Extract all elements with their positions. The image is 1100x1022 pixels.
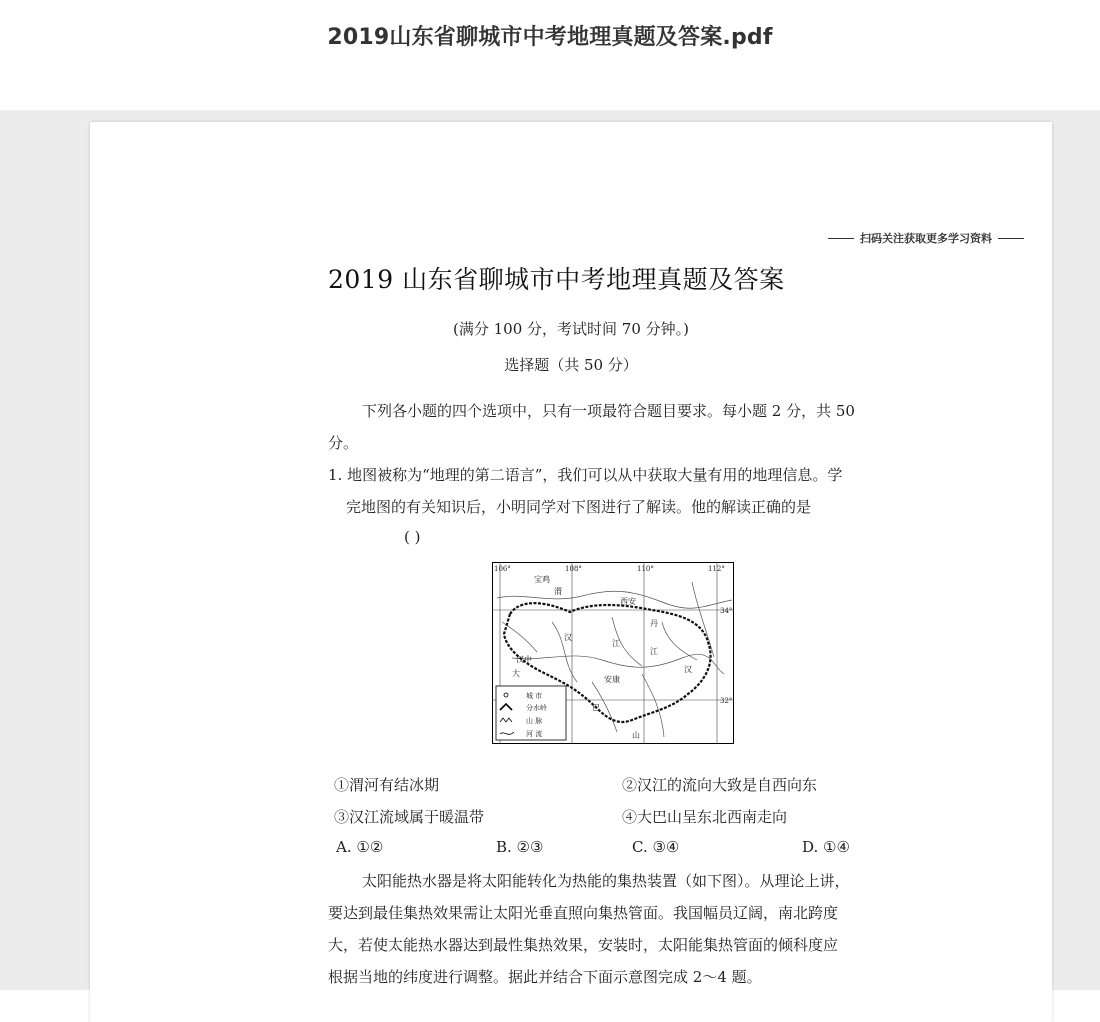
statement-3: ③汉江流域属于暖温带: [334, 808, 485, 826]
hanjiang-basin-map: [492, 562, 734, 744]
label-hanzhong: 汉中: [516, 655, 532, 664]
label-han: 汉: [564, 633, 572, 642]
question-1-line-2: 完地图的有关知识后，小明同学对下图进行了解读。他的解读正确的是: [346, 498, 812, 516]
paragraph-2-line-1: 太阳能热水器是将太阳能转化为热能的集热装置（如下图）。从理论上讲，: [362, 872, 850, 890]
label-ankang: 安康: [604, 675, 620, 684]
legend-watershed: 分水岭: [526, 704, 547, 712]
lon-label-110: 110°: [637, 565, 654, 573]
label-xian: 西安: [620, 597, 636, 606]
intro-line-1: 下列各小题的四个选项中，只有一项最符合题目要求。每小题 2 分，共 50: [362, 402, 855, 420]
legend-mountain: 山 脉: [526, 717, 543, 725]
intro-line-2: 分。: [328, 434, 359, 452]
choice-b: B. ②③: [496, 838, 544, 856]
right-dash: [998, 238, 1024, 239]
left-dash: [828, 238, 854, 239]
viewer-header: [0, 0, 1100, 110]
label-jiang-1: 江: [650, 647, 658, 656]
document-title: 2019 山东省聊城市中考地理真题及答案: [328, 265, 785, 294]
choice-d: D. ①④: [802, 838, 850, 856]
pdf-viewer-area[interactable]: [0, 110, 1100, 990]
pdf-page: [90, 122, 1052, 1022]
lat-label-32: 32°: [720, 697, 733, 705]
choice-a: A. ①②: [336, 838, 384, 856]
label-han-2: 汉: [684, 665, 692, 674]
legend-city: 城 市: [526, 692, 543, 700]
scan-note-text: 扫码关注获取更多学习资料: [860, 232, 992, 245]
statement-1: ①渭河有结冰期: [334, 776, 440, 794]
lon-label-108: 108°: [565, 565, 582, 573]
legend-river: 河 流: [526, 730, 543, 738]
exam-info: (满分 100 分，考试时间 70 分钟。): [453, 320, 689, 338]
label-baoji: 宝鸡: [534, 575, 550, 584]
section-heading: 选择题（共 50 分）: [504, 356, 638, 374]
label-wei: 渭: [554, 587, 562, 596]
label-dan: 丹: [650, 619, 658, 628]
paragraph-2-line-4: 根据当地的纬度进行调整。据此并结合下面示意图完成 2～4 题。: [328, 968, 762, 986]
label-da: 大: [512, 669, 520, 678]
question-1-line-1: 1. 地图被称为“地理的第二语言”，我们可以从中获取大量有用的地理信息。学: [328, 466, 843, 484]
choice-c: C. ③④: [632, 838, 680, 856]
label-shan: 山: [632, 731, 640, 740]
paragraph-2-line-2: 要达到最佳集热效果需让太阳光垂直照向集热管面。我国幅员辽阔，南北跨度: [328, 904, 839, 922]
file-title: 2019山东省聊城市中考地理真题及答案.pdf: [327, 25, 773, 50]
lat-label-34: 34°: [720, 607, 733, 615]
label-ba: 巴: [592, 703, 600, 712]
answer-parenthesis: ( ): [404, 528, 421, 546]
label-jiang-2: 江: [612, 639, 620, 648]
paragraph-2-line-3: 大，若使太能热水器达到最性集热效果，安装时，太阳能集热管面的倾科度应: [328, 936, 839, 954]
lon-label-112: 112°: [708, 565, 725, 573]
statement-4: ④大巴山呈东北西南走向: [622, 808, 788, 826]
scan-note: [828, 230, 1024, 246]
lon-label-106: 106°: [494, 565, 511, 573]
statement-2: ②汉江的流向大致是自西向东: [622, 776, 818, 794]
